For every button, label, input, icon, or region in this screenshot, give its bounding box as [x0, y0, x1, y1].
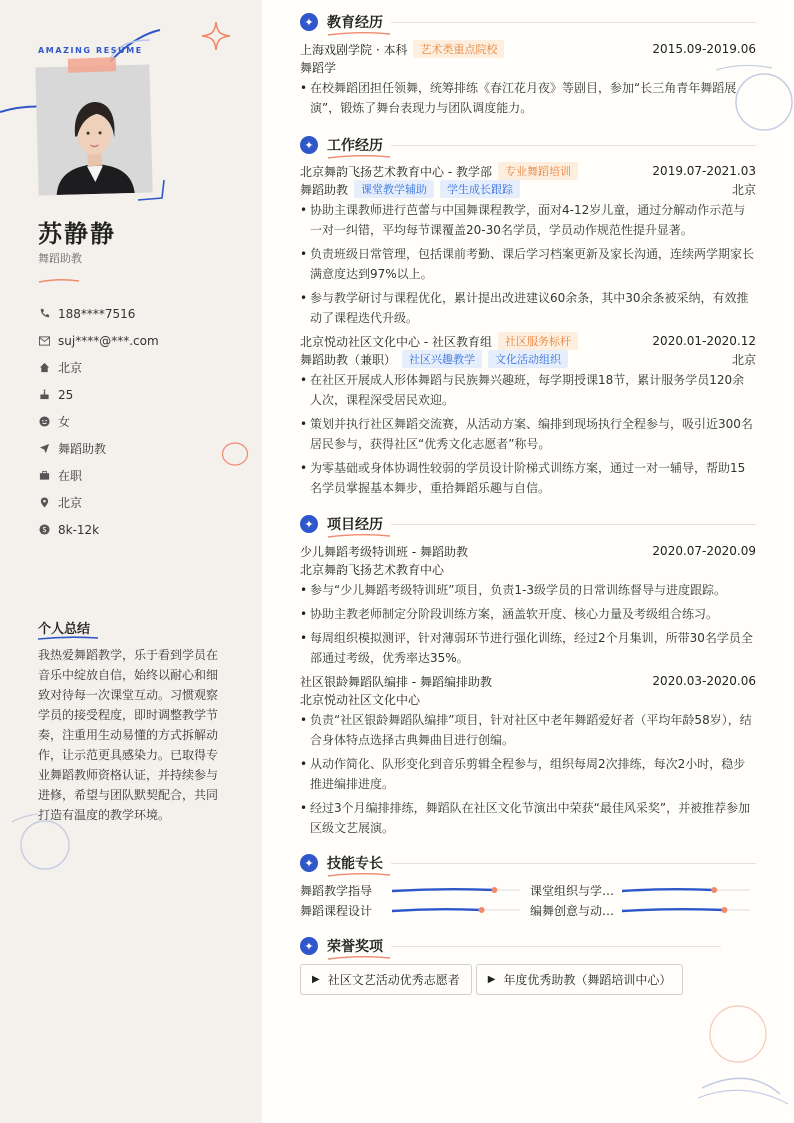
section-underline — [328, 872, 390, 877]
project-org-row — [300, 560, 756, 578]
sparkle-badge-icon: ✦ — [300, 854, 318, 872]
project-header — [300, 542, 756, 560]
info-target-city — [38, 489, 159, 516]
skill-bar-marker — [711, 887, 717, 893]
job-city: 北京 — [731, 182, 756, 197]
phone-icon — [38, 308, 50, 320]
briefcase-icon — [38, 470, 50, 482]
decorative-circle — [220, 440, 250, 468]
project-org: 北京悦动社区文化中心 — [300, 692, 421, 707]
info-salary-text: 8k-12k — [58, 522, 100, 537]
info-age-text: 25 — [58, 387, 74, 402]
info-email — [38, 327, 159, 354]
section-underline — [328, 955, 390, 960]
education-section — [300, 12, 756, 122]
role-tag: 课堂教学辅助 — [354, 180, 434, 198]
education-date: 2015.09-2019.06 — [652, 42, 756, 56]
mail-icon — [38, 335, 50, 347]
list-item: • 协助主教老师制定分阶段训练方案，涵盖软开度、核心力量及考级组合练习。 — [300, 607, 719, 621]
job-bullets — [300, 370, 756, 498]
list-item: • 从动作简化、队形变化到音乐剪辑全程参与，组织每周2次排练，每次2小时，稳步推进编排进度。 — [300, 757, 746, 791]
info-target-job-text: 舞蹈助教 — [58, 442, 107, 456]
job-city: 北京 — [731, 352, 756, 367]
list-item: • 经过3个月编排排练，舞蹈队在社区文化节演出中荣获“最佳风采奖”，并被推荐参加区级文艺展演。 — [300, 801, 751, 835]
info-gender — [38, 408, 159, 435]
decorative-circle-bottom — [688, 1000, 794, 1110]
cake-icon — [38, 389, 50, 401]
list-item: • 为零基础或身体协调性较弱的学员设计阶梯式训练方案，通过一对一辅导，帮助15名学员掌握基本舞步，重拾舞蹈乐趣与自信。 — [300, 461, 746, 495]
section-rule — [391, 22, 756, 23]
skill-name: 编舞创意与动… — [530, 903, 615, 918]
skill-bar-marker — [479, 907, 485, 913]
job-role-row — [300, 350, 756, 368]
projects-section — [300, 514, 756, 842]
location-pin-icon — [38, 497, 50, 509]
job-org: 北京舞韵飞扬艺术教育中心 - 教学部 — [300, 164, 492, 179]
skill-name: 舞蹈教学指导 — [300, 883, 373, 898]
list-item: • 协助主课教师进行芭蕾与中国舞课程教学，面对4-12岁儿童，通过分解动作示范与一对一纠错，平均每节课覆盖20-30名学员，学员动作规范性提升显著。 — [300, 203, 746, 237]
project-date: 2020.03-2020.06 — [652, 674, 756, 688]
info-salary — [38, 516, 159, 543]
education-row — [300, 40, 756, 58]
education-header — [300, 12, 756, 32]
awards-header — [300, 936, 721, 956]
role-tag: 社区兴趣教学 — [402, 350, 482, 368]
list-item: • 参与教学研讨与课程优化，累计提出改进建议60余条，其中30余条被采纳，有效推动了课程迭代升级。 — [300, 291, 749, 325]
info-home-text: 北京 — [58, 361, 83, 375]
project-date: 2020.07-2020.09 — [652, 544, 756, 558]
list-item: • 负责班级日常管理，包括课前考勤、课后学习档案更新及家长沟通，连续两学期家长满意度达到97%以上。 — [300, 247, 755, 281]
project-name: 少儿舞蹈考级特训班 - 舞蹈助教 — [300, 544, 468, 559]
education-bullets — [300, 78, 756, 118]
skill-level-bar — [622, 905, 750, 915]
info-phone-text: 188****7516 — [58, 306, 136, 321]
info-phone — [38, 300, 159, 327]
skill-bar-fill — [392, 909, 482, 911]
section-underline — [328, 533, 390, 538]
work-header — [300, 135, 756, 155]
section-underline — [328, 154, 390, 159]
skill-bar-marker — [721, 907, 727, 913]
job-org-tag: 专业舞蹈培训 — [498, 162, 578, 180]
sparkle-badge-icon: ✦ — [300, 515, 318, 533]
section-underline — [328, 31, 390, 36]
job-org: 北京悦动社区文化中心 - 社区教育组 — [300, 334, 492, 349]
skill-name: 课堂组织与学… — [530, 883, 615, 898]
summary-title: 个人总结 — [38, 622, 91, 637]
section-rule — [391, 863, 756, 864]
list-item: • 在校舞蹈团担任领舞，统筹排练《春江花月夜》等剧目，参加“长三角青年舞蹈展演”，锻炼了舞台表现力与团队调度能力。 — [300, 81, 737, 115]
summary-text: 我热爱舞蹈教学，乐于看到学员在音乐中绽放自信，始终以耐心和细致对待每一次课堂互动。习惯观察学员的接受程度，即时调整教学节奏，注重用生动易懂的方式拆解动作，让示范更具感染力。已取得专业舞蹈教师资格认证，并持续参与进修，希望与团队默契配合，共同打造有温度的教学环境。 — [38, 648, 219, 822]
job-header — [300, 332, 756, 350]
skills-title: 技能专长 — [327, 856, 383, 872]
skills-section — [300, 853, 756, 919]
skill-item — [530, 901, 756, 919]
money-icon — [38, 524, 50, 536]
send-icon — [38, 443, 50, 455]
job-role-row — [300, 180, 756, 198]
skill-item — [300, 881, 530, 899]
skills-list — [300, 881, 756, 919]
contact-info — [38, 300, 159, 543]
info-target-city-text: 北京 — [58, 496, 83, 510]
sparkle-icon — [200, 20, 232, 52]
awards-list — [300, 964, 721, 995]
education-major: 舞蹈学 — [300, 60, 337, 75]
job-bullets — [300, 200, 756, 328]
skill-item — [300, 901, 530, 919]
sparkle-badge-icon: ✦ — [300, 136, 318, 154]
info-status-text: 在职 — [58, 469, 83, 483]
skill-bar-fill — [622, 889, 714, 891]
info-home — [38, 354, 159, 381]
project-org: 北京舞韵飞扬艺术教育中心 — [300, 562, 445, 577]
education-title: 教育经历 — [327, 15, 383, 31]
info-email-text: suj****@***.com — [58, 333, 159, 348]
smile-icon — [38, 416, 50, 428]
skill-level-bar — [392, 905, 520, 915]
projects-title: 项目经历 — [327, 517, 383, 533]
info-target-job — [38, 435, 159, 462]
project-bullets — [300, 710, 756, 838]
summary-underline — [38, 636, 98, 640]
skills-header — [300, 853, 756, 873]
school-tag: 艺术类重点院校 — [413, 40, 504, 58]
sparkle-badge-icon: ✦ — [300, 13, 318, 31]
skill-level-bar — [622, 885, 750, 895]
work-section — [300, 135, 756, 502]
section-rule — [391, 524, 756, 525]
award-item: ▶ 社区文艺活动优秀志愿者 — [300, 964, 472, 995]
info-status — [38, 462, 159, 489]
list-item: • 负责“社区银龄舞蹈队编排”项目，针对社区中老年舞蹈爱好者（平均年龄58岁），结合身体特点选择古典舞曲目进行创编。 — [300, 713, 752, 747]
job-role: 舞蹈助教（兼职） — [300, 352, 397, 367]
profile-job-title: 舞蹈助教 — [38, 252, 82, 265]
info-gender-text: 女 — [58, 415, 71, 429]
photo-corner-accent — [136, 178, 168, 204]
school-name: 上海戏剧学院 · 本科 — [300, 42, 408, 57]
list-item: • 在社区开展成人形体舞蹈与民族舞兴趣班，每学期授课18节，累计服务学员120余人次，课程深受居民欢迎。 — [300, 373, 745, 407]
job-role: 舞蹈助教 — [300, 182, 349, 197]
decorative-circle-left — [10, 812, 72, 874]
job-date: 2019.07-2021.03 — [652, 164, 756, 178]
award-item: ▶ 年度优秀助教（舞蹈培训中心） — [476, 964, 684, 995]
skill-item — [530, 881, 756, 899]
list-item: • 策划并执行社区舞蹈交流赛，从活动方案、编排到现场执行全程参与，吸引近300名居民参与，获得社区“优秀文化志愿者”称号。 — [300, 417, 753, 451]
skill-name: 舞蹈课程设计 — [300, 903, 373, 918]
role-tag: 学生成长跟踪 — [440, 180, 520, 198]
sidebar — [0, 0, 262, 1123]
skill-bar-marker — [491, 887, 497, 893]
sparkle-badge-icon: ✦ — [300, 937, 318, 955]
awards-section — [300, 936, 721, 995]
profile-name: 苏静静 — [38, 220, 116, 248]
resume-header-tag: AMAZING RESUME — [38, 46, 143, 55]
photo-tape — [68, 57, 116, 73]
skill-bar-fill — [622, 909, 724, 911]
skill-level-bar — [392, 885, 520, 895]
play-triangle-icon: ▶ — [487, 974, 496, 985]
projects-header — [300, 514, 756, 534]
skill-bar-fill — [392, 889, 494, 891]
info-age — [38, 381, 159, 408]
project-org-row — [300, 690, 756, 708]
role-tag: 文化活动组织 — [488, 350, 568, 368]
job-org-tag: 社区服务标杆 — [498, 332, 578, 350]
job-date: 2020.01-2020.12 — [652, 334, 756, 348]
job-header — [300, 162, 756, 180]
section-rule — [391, 145, 756, 146]
project-bullets — [300, 580, 756, 668]
avatar — [35, 65, 152, 196]
list-item: • 每周组织模拟测评，针对薄弱环节进行强化训练，经过2个月集训，所带30名学员全部通过考级，优秀率达35%。 — [300, 631, 753, 665]
list-item: • 参与“少儿舞蹈考级特训班”项目，负责1-3级学员的日常训练督导与进度跟踪。 — [300, 583, 727, 597]
home-icon — [38, 362, 50, 374]
work-title: 工作经历 — [327, 138, 383, 154]
section-rule — [391, 946, 721, 947]
project-name: 社区银龄舞蹈队编排 - 舞蹈编排助教 — [300, 674, 492, 689]
play-triangle-icon: ▶ — [312, 974, 320, 985]
project-header — [300, 672, 756, 690]
awards-title: 荣誉奖项 — [327, 939, 383, 955]
title-underline — [38, 278, 80, 284]
education-major-row — [300, 58, 756, 76]
